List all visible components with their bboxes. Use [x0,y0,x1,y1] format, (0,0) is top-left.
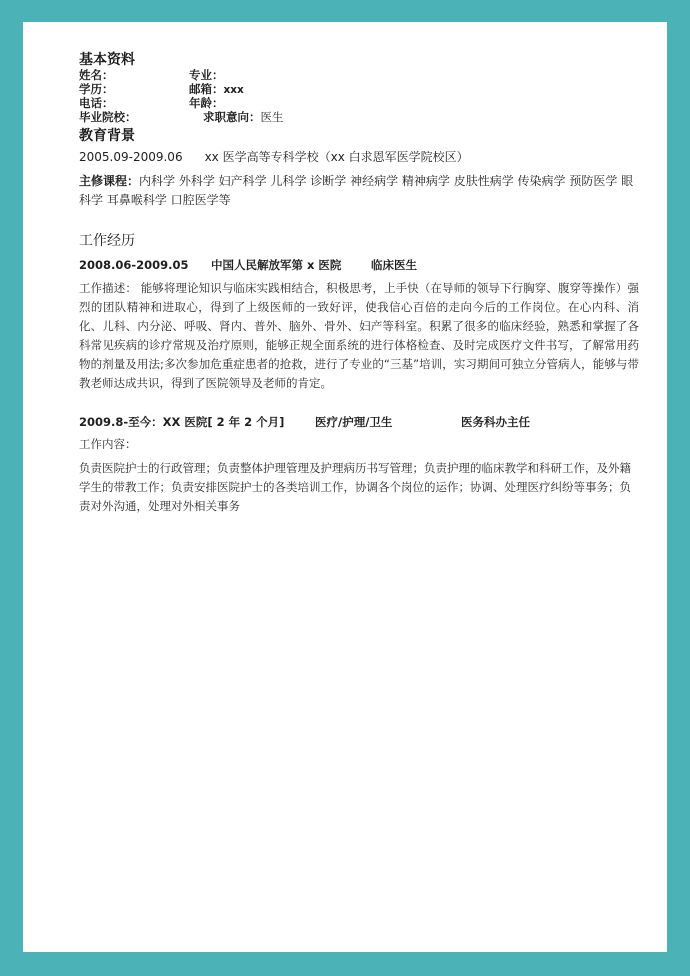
school-label: 毕业院校： [79,110,137,124]
name-label: 姓名： [79,68,114,82]
phone-label: 电话： [79,96,114,110]
job1-period: 2008.06-2009.05 [79,258,189,272]
email-value: xxx [223,84,244,96]
courses-block [79,172,639,210]
age-label: 年龄： [189,96,224,110]
major-label: 专业： [189,68,224,82]
job2-header [79,413,639,431]
job2-period: 2009.8-至今：XX 医院[ 2 年 2 个月] [79,415,285,429]
job2-content-label: 工作内容： [79,437,137,451]
work-experience-heading: 工作经历 [79,233,135,249]
job-intent-label: 求职意向： [203,110,261,124]
job2-department: 医疗/护理/卫生 [315,415,393,429]
job1-organization: 中国人民解放军第 x 医院 [211,258,342,272]
job1-role: 临床医生 [371,258,417,272]
job2-content: 负责医院护士的行政管理；负责整体护理管理及护理病历书写管理；负责护理的临床教学和科研工作，及外籍学生的带教工作；负责安排医院护士的各类培训工作，协调各个岗位的运作；协调、处理医疗纠纷等事务；负责对外沟通，处理对外相关事务 [79,461,631,513]
job-intent-field [203,110,284,124]
job1-header [79,256,639,274]
education-entry [79,148,639,166]
education-school: xx 医学高等专科学校（xx 白求恩军医学院校区） [204,150,469,164]
job2-role: 医务科办主任 [461,415,530,429]
education-level-label: 学历： [79,82,114,96]
courses-label: 主修课程： [79,174,140,188]
email-field [189,82,244,97]
email-label: 邮箱： [189,82,224,96]
education-heading: 教育背景 [79,128,135,144]
job1-description: 工作描述： 能够将理论知识与临床实践相结合，积极思考，上手快（在导师的领导下行胸穿、腹穿等操作）强烈的团队精神和进取心，得到了上级医师的一致好评，使我信心百倍的走向今后的工作岗位。在心内科、消化、儿科、内分泌、呼吸、肾内、普外、脑外、骨外、妇产等科室。积累了很多的临床经验，熟悉和掌握了各科常见疾病的诊疗常规及治疗原则，能够正规全面系统的进行体格检查、及时完成医疗文件书写，了解常用药物的剂量及用法;多次参加危重症患者的抢救，进行了专业的“三基”培训，实习期间可独立分管病人，能够与带教老师达成共识，得到了医院领导及老师的肯定。 [79,281,639,390]
resume-content [79,52,639,516]
basic-info-heading: 基本资料 [79,52,135,68]
job-intent-value: 医生 [260,110,284,124]
courses-list: 内科学 外科学 妇产科学 儿科学 诊断学 神经病学 精神病学 皮肤性病学 传染病学 预防医学 眼科学 耳鼻喉科学 口腔医学等 [79,174,634,207]
education-period: 2005.09-2009.06 [79,150,183,164]
basic-info-grid [79,68,639,124]
